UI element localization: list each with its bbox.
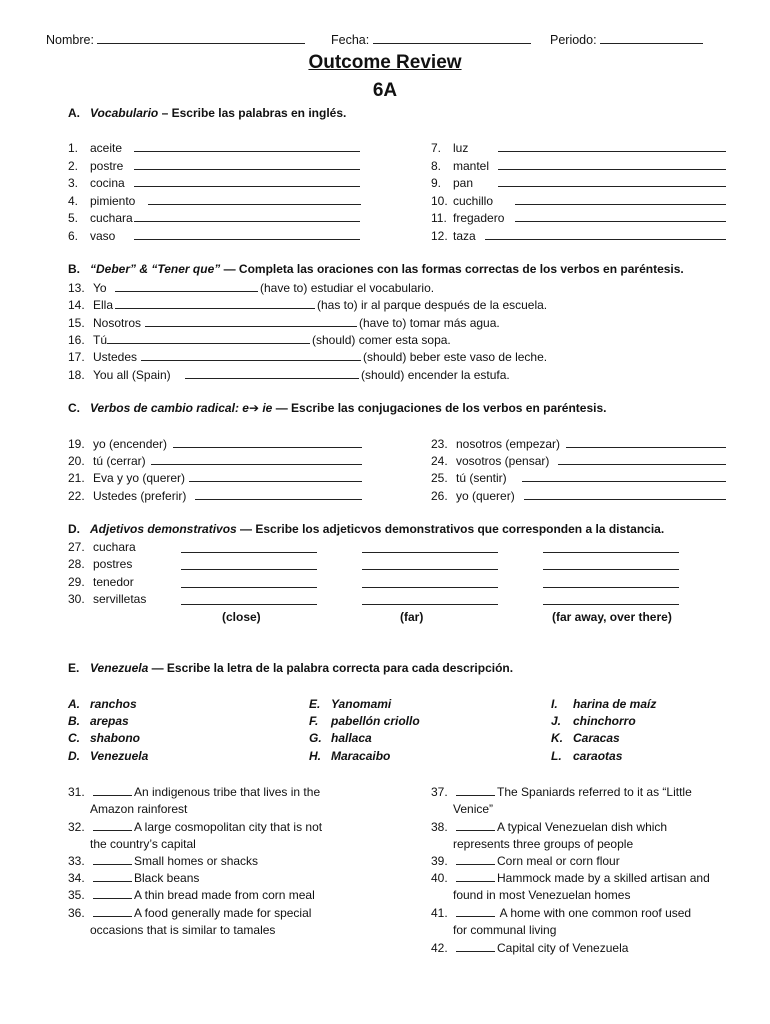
description-text: A thin bread made from corn meal bbox=[134, 888, 315, 902]
label-close: (close) bbox=[222, 610, 261, 624]
vocab-answer-blank[interactable] bbox=[498, 158, 726, 170]
vocab-answer-blank[interactable] bbox=[498, 140, 726, 152]
conjugation-item bbox=[68, 470, 362, 485]
verb-answer-blank[interactable] bbox=[107, 332, 310, 344]
bank-word: Caracas bbox=[573, 731, 620, 745]
periodo-field[interactable] bbox=[550, 32, 703, 47]
description-item bbox=[431, 870, 710, 902]
vocab-word: postre bbox=[90, 159, 124, 173]
bank-letter: C. bbox=[68, 731, 80, 745]
verb-prompt: tú (cerrar) bbox=[93, 454, 146, 468]
demonstrative-answer-blank[interactable] bbox=[362, 575, 498, 588]
page-title: Outcome Review bbox=[308, 52, 462, 73]
item-number: 39. bbox=[431, 854, 448, 868]
word-bank-item bbox=[309, 697, 391, 711]
vocab-item bbox=[431, 193, 726, 208]
item-number: 32. bbox=[68, 820, 85, 834]
description-item bbox=[68, 870, 199, 888]
item-number: 25. bbox=[431, 471, 448, 485]
page-subtitle: 6A bbox=[372, 80, 398, 101]
vocab-answer-blank[interactable] bbox=[498, 175, 726, 187]
bank-letter: E. bbox=[309, 697, 321, 711]
item-number: 34. bbox=[68, 871, 85, 885]
description-item bbox=[68, 905, 311, 937]
verb-hint: (have to) tomar más agua. bbox=[359, 316, 500, 330]
bank-word: harina de maíz bbox=[573, 697, 657, 711]
bank-word: chinchorro bbox=[573, 714, 636, 728]
letter-answer-blank[interactable] bbox=[456, 819, 495, 831]
conjugation-answer-blank[interactable] bbox=[558, 453, 726, 465]
item-number: 1. bbox=[68, 141, 79, 155]
subject: Ella bbox=[93, 298, 114, 312]
description-text: An indigenous tribe that lives in the bbox=[134, 785, 321, 799]
fecha-blank[interactable] bbox=[373, 32, 531, 44]
letter-answer-blank[interactable] bbox=[93, 853, 132, 865]
item-number: 31. bbox=[68, 785, 85, 799]
description-text: A typical Venezuelan dish which bbox=[497, 820, 668, 834]
nombre-blank[interactable] bbox=[97, 32, 305, 44]
description-item bbox=[68, 819, 322, 851]
description-line-2 bbox=[68, 923, 311, 937]
letter-answer-blank[interactable] bbox=[456, 940, 495, 952]
vocab-word: vaso bbox=[90, 229, 116, 243]
description-line bbox=[68, 887, 315, 902]
item-number: 30. bbox=[68, 592, 85, 606]
description-item bbox=[431, 905, 691, 937]
description-item bbox=[431, 853, 620, 871]
bank-letter: J. bbox=[551, 714, 562, 728]
vocab-item bbox=[431, 175, 726, 190]
subject: Yo bbox=[93, 281, 107, 295]
description-text: A large cosmopolitan city that is not bbox=[134, 820, 323, 834]
item-number: 16. bbox=[68, 333, 85, 347]
subject: Ustedes bbox=[93, 350, 138, 364]
description-line bbox=[431, 784, 692, 799]
demonstrative-answer-blank[interactable] bbox=[362, 557, 498, 570]
description-text: Venice” bbox=[453, 802, 494, 816]
bank-letter: A. bbox=[68, 697, 80, 711]
bank-word: hallaca bbox=[331, 731, 372, 745]
description-line bbox=[68, 819, 322, 834]
demonstrative-answer-blank[interactable] bbox=[181, 592, 317, 605]
demonstrative-item bbox=[68, 540, 136, 554]
conjugation-item bbox=[431, 436, 726, 451]
sentence-item bbox=[68, 297, 547, 312]
item-number: 8. bbox=[431, 159, 442, 173]
word-bank-item bbox=[551, 697, 656, 711]
section-c-heading: C. Verbos de cambio radical: e➔ ie — Escribe las conjugaciones de los verbos en paréntesis. bbox=[68, 401, 607, 415]
conjugation-answer-blank[interactable] bbox=[195, 488, 362, 500]
vocab-answer-blank[interactable] bbox=[134, 228, 360, 240]
item-number: 29. bbox=[68, 575, 85, 589]
description-line bbox=[431, 905, 691, 920]
item-number: 24. bbox=[431, 454, 448, 468]
letter-answer-blank[interactable] bbox=[456, 853, 495, 865]
vocab-answer-blank[interactable] bbox=[134, 210, 360, 222]
vocab-answer-blank[interactable] bbox=[134, 158, 360, 170]
subject: You all (Spain) bbox=[93, 368, 171, 382]
bank-word: pabellón criollo bbox=[331, 714, 420, 728]
vocab-word: cocina bbox=[90, 176, 125, 190]
vocab-item bbox=[68, 158, 360, 173]
item-number: 7. bbox=[431, 141, 442, 155]
demonstrative-answer-blank[interactable] bbox=[543, 592, 679, 605]
description-line-2 bbox=[431, 888, 710, 902]
bank-word: Yanomami bbox=[331, 697, 392, 711]
verb-answer-blank[interactable] bbox=[115, 280, 258, 292]
vocab-word: mantel bbox=[453, 159, 490, 173]
description-line bbox=[431, 819, 667, 834]
conjugation-item bbox=[68, 453, 362, 468]
section-e-heading: E. Venezuela — Escribe la letra de la palabra correcta para cada descripción. bbox=[68, 661, 514, 675]
conjugation-answer-blank[interactable] bbox=[151, 453, 362, 465]
item-number: 27. bbox=[68, 540, 85, 554]
subject: Nosotros bbox=[93, 316, 142, 330]
verb-prompt: vosotros (pensar) bbox=[456, 454, 550, 468]
conjugation-answer-blank[interactable] bbox=[566, 436, 726, 448]
section-d-heading: D. Adjetivos demonstrativos — Escribe los adjeticvos demonstrativos que corresponden a la distancia. bbox=[68, 522, 665, 536]
description-line bbox=[431, 853, 620, 868]
verb-prompt: yo (encender) bbox=[93, 437, 168, 451]
vocab-item bbox=[431, 228, 726, 243]
description-text: found in most Venezuelan homes bbox=[453, 888, 631, 902]
description-text: Amazon rainforest bbox=[90, 802, 188, 816]
item-number: 35. bbox=[68, 888, 85, 902]
sentence-item bbox=[68, 280, 434, 295]
letter-answer-blank[interactable] bbox=[93, 870, 132, 882]
bank-letter: D. bbox=[68, 749, 80, 763]
bank-word: ranchos bbox=[90, 697, 137, 711]
description-item bbox=[431, 940, 628, 958]
item-number: 15. bbox=[68, 316, 85, 330]
verb-answer-blank[interactable] bbox=[115, 297, 315, 309]
verb-answer-blank[interactable] bbox=[185, 367, 359, 379]
letter-answer-blank[interactable] bbox=[93, 819, 132, 831]
letter-answer-blank[interactable] bbox=[456, 784, 495, 796]
item-number: 42. bbox=[431, 941, 448, 955]
word-bank-item bbox=[68, 749, 148, 763]
verb-prompt: yo (querer) bbox=[456, 489, 515, 503]
label-far-away: (far away, over there) bbox=[552, 610, 672, 624]
verb-prompt: tú (sentir) bbox=[456, 471, 507, 485]
demonstrative-answer-blank[interactable] bbox=[543, 575, 679, 588]
description-text: occasions that is similar to tamales bbox=[90, 923, 276, 937]
demonstrative-item bbox=[68, 592, 146, 606]
description-text: Corn meal or corn flour bbox=[497, 854, 620, 868]
vocab-answer-blank[interactable] bbox=[148, 193, 361, 205]
periodo-blank[interactable] bbox=[600, 32, 703, 44]
item-number: 28. bbox=[68, 557, 85, 571]
conjugation-item bbox=[431, 470, 726, 485]
vocab-answer-blank[interactable] bbox=[515, 193, 726, 205]
item-number: 4. bbox=[68, 194, 79, 208]
vocab-word: cuchara bbox=[90, 211, 133, 225]
vocab-item bbox=[68, 228, 360, 243]
sentence-item bbox=[68, 315, 500, 330]
verb-hint: (has to) ir al parque después de la escuela. bbox=[317, 298, 548, 312]
item-number: 13. bbox=[68, 281, 85, 295]
item-number: 19. bbox=[68, 437, 85, 451]
description-line bbox=[68, 870, 199, 885]
item-number: 3. bbox=[68, 176, 79, 190]
letter-answer-blank[interactable] bbox=[456, 870, 495, 882]
description-line bbox=[68, 853, 258, 868]
description-line-2 bbox=[68, 802, 320, 816]
word-bank-item bbox=[68, 731, 140, 745]
description-line bbox=[68, 784, 320, 799]
vocab-answer-blank[interactable] bbox=[134, 140, 360, 152]
item-number: 23. bbox=[431, 437, 448, 451]
letter-answer-blank[interactable] bbox=[93, 905, 132, 917]
vocab-item bbox=[68, 210, 360, 225]
bank-letter: G. bbox=[309, 731, 322, 745]
vocab-word: pimiento bbox=[90, 194, 136, 208]
demonstrative-answer-blank[interactable] bbox=[543, 540, 679, 553]
verb-hint: (should) comer esta sopa. bbox=[312, 333, 451, 347]
description-text: Hammock made by a skilled artisan and bbox=[497, 871, 710, 885]
section-b-heading: B. “Deber” & “Tener que” — Completa las oraciones con las formas correctas de los verbos en paréntesis. bbox=[68, 262, 684, 276]
noun: tenedor bbox=[93, 575, 134, 589]
vocab-word: fregadero bbox=[453, 211, 505, 225]
conjugation-answer-blank[interactable] bbox=[173, 436, 362, 448]
word-bank-item bbox=[309, 714, 420, 728]
vocab-item bbox=[68, 193, 361, 208]
verb-prompt: Ustedes (preferir) bbox=[93, 489, 187, 503]
description-line bbox=[68, 905, 311, 920]
noun: servilletas bbox=[93, 592, 147, 606]
item-number: 6. bbox=[68, 229, 79, 243]
description-text: A home with one common roof used bbox=[497, 906, 692, 920]
item-number: 26. bbox=[431, 489, 448, 503]
sentence-item bbox=[68, 332, 451, 347]
description-line bbox=[431, 870, 710, 885]
item-number: 12. bbox=[431, 229, 448, 243]
word-bank-item bbox=[551, 714, 636, 728]
description-line-2 bbox=[431, 837, 667, 851]
demonstrative-item bbox=[68, 557, 132, 571]
nombre-field[interactable] bbox=[46, 32, 305, 47]
item-number: 21. bbox=[68, 471, 85, 485]
periodo-label: Periodo: bbox=[550, 33, 597, 47]
demonstrative-answer-blank[interactable] bbox=[362, 540, 498, 553]
bank-word: Maracaibo bbox=[331, 749, 391, 763]
vocab-word: luz bbox=[453, 141, 469, 155]
item-number: 5. bbox=[68, 211, 79, 225]
verb-prompt: Eva y yo (querer) bbox=[93, 471, 186, 485]
conjugation-item bbox=[431, 453, 726, 468]
fecha-field[interactable] bbox=[331, 32, 531, 47]
vocab-word: cuchillo bbox=[453, 194, 494, 208]
bank-letter: L. bbox=[551, 749, 562, 763]
word-bank-item bbox=[68, 714, 129, 728]
bank-word: caraotas bbox=[573, 749, 623, 763]
section-a-heading: A. Vocabulario – Escribe las palabras en inglés. bbox=[68, 106, 347, 120]
item-number: 33. bbox=[68, 854, 85, 868]
conjugation-item bbox=[68, 488, 362, 503]
item-number: 2. bbox=[68, 159, 79, 173]
noun: cuchara bbox=[93, 540, 136, 554]
conjugation-answer-blank[interactable] bbox=[522, 470, 726, 482]
conjugation-item bbox=[68, 436, 362, 451]
item-number: 41. bbox=[431, 906, 448, 920]
item-number: 17. bbox=[68, 350, 85, 364]
description-line-2 bbox=[68, 837, 322, 851]
word-bank-item bbox=[68, 697, 137, 711]
noun: postres bbox=[93, 557, 133, 571]
bank-letter: B. bbox=[68, 714, 80, 728]
letter-answer-blank[interactable] bbox=[456, 905, 495, 917]
description-line-2 bbox=[431, 802, 692, 816]
verb-hint: (should) encender la estufa. bbox=[361, 368, 510, 382]
bank-word: Venezuela bbox=[90, 749, 149, 763]
description-text: the country’s capital bbox=[90, 837, 196, 851]
word-bank-item bbox=[551, 749, 622, 763]
vocab-answer-blank[interactable] bbox=[515, 210, 726, 222]
subject: Tú bbox=[93, 333, 108, 347]
verb-prompt: nosotros (empezar) bbox=[456, 437, 561, 451]
vocab-word: aceite bbox=[90, 141, 123, 155]
verb-hint: (have to) estudiar el vocabulario. bbox=[260, 281, 435, 295]
verb-hint: (should) beber este vaso de leche. bbox=[363, 350, 548, 364]
bank-letter: K. bbox=[551, 731, 563, 745]
demonstrative-answer-blank[interactable] bbox=[362, 592, 498, 605]
vocab-word: taza bbox=[453, 229, 476, 243]
description-text: Capital city of Venezuela bbox=[497, 941, 629, 955]
description-item bbox=[68, 853, 258, 871]
item-number: 10. bbox=[431, 194, 448, 208]
demonstrative-item bbox=[68, 575, 134, 589]
vocab-answer-blank[interactable] bbox=[134, 175, 360, 187]
item-number: 9. bbox=[431, 176, 442, 190]
demonstrative-answer-blank[interactable] bbox=[543, 557, 679, 570]
vocab-word: pan bbox=[453, 176, 474, 190]
demonstrative-answer-blank[interactable] bbox=[181, 540, 317, 553]
nombre-label: Nombre: bbox=[46, 33, 94, 47]
demonstrative-answer-blank[interactable] bbox=[181, 557, 317, 570]
description-line-2 bbox=[431, 923, 691, 937]
bank-letter: I. bbox=[551, 697, 558, 711]
vocab-item bbox=[68, 175, 360, 190]
conjugation-answer-blank[interactable] bbox=[189, 470, 362, 482]
letter-answer-blank[interactable] bbox=[93, 887, 132, 899]
description-text: Small homes or shacks bbox=[134, 854, 259, 868]
word-bank-item bbox=[309, 731, 372, 745]
sentence-item bbox=[68, 367, 510, 382]
description-text: A food generally made for special bbox=[134, 906, 312, 920]
conjugation-item bbox=[431, 488, 726, 503]
item-number: 38. bbox=[431, 820, 448, 834]
description-text: Black beans bbox=[134, 871, 200, 885]
description-item bbox=[431, 784, 692, 816]
vocab-item bbox=[431, 210, 726, 225]
vocab-item bbox=[431, 158, 726, 173]
item-number: 18. bbox=[68, 368, 85, 382]
word-bank-item bbox=[551, 731, 620, 745]
description-item bbox=[68, 887, 315, 905]
bank-word: shabono bbox=[90, 731, 140, 745]
vocab-item bbox=[68, 140, 360, 155]
vocab-answer-blank[interactable] bbox=[485, 228, 726, 240]
description-text: represents three groups of people bbox=[453, 837, 634, 851]
item-number: 36. bbox=[68, 906, 85, 920]
item-number: 22. bbox=[68, 489, 85, 503]
item-number: 37. bbox=[431, 785, 448, 799]
description-item bbox=[68, 784, 320, 816]
item-number: 14. bbox=[68, 298, 85, 312]
word-bank-item bbox=[309, 749, 390, 763]
demonstrative-answer-blank[interactable] bbox=[181, 575, 317, 588]
bank-word: arepas bbox=[90, 714, 129, 728]
description-text: The Spaniards referred to it as “Little bbox=[497, 785, 692, 799]
conjugation-answer-blank[interactable] bbox=[524, 488, 726, 500]
item-number: 20. bbox=[68, 454, 85, 468]
description-line bbox=[431, 940, 628, 955]
letter-answer-blank[interactable] bbox=[93, 784, 132, 796]
bank-letter: F. bbox=[309, 714, 319, 728]
fecha-label: Fecha: bbox=[331, 33, 370, 47]
item-number: 40. bbox=[431, 871, 448, 885]
sentence-item bbox=[68, 349, 547, 364]
description-text: for communal living bbox=[453, 923, 557, 937]
verb-answer-blank[interactable] bbox=[145, 315, 357, 327]
bank-letter: H. bbox=[309, 749, 321, 763]
item-number: 11. bbox=[431, 211, 447, 225]
vocab-item bbox=[431, 140, 726, 155]
description-item bbox=[431, 819, 667, 851]
label-far: (far) bbox=[400, 610, 424, 624]
verb-answer-blank[interactable] bbox=[141, 349, 361, 361]
